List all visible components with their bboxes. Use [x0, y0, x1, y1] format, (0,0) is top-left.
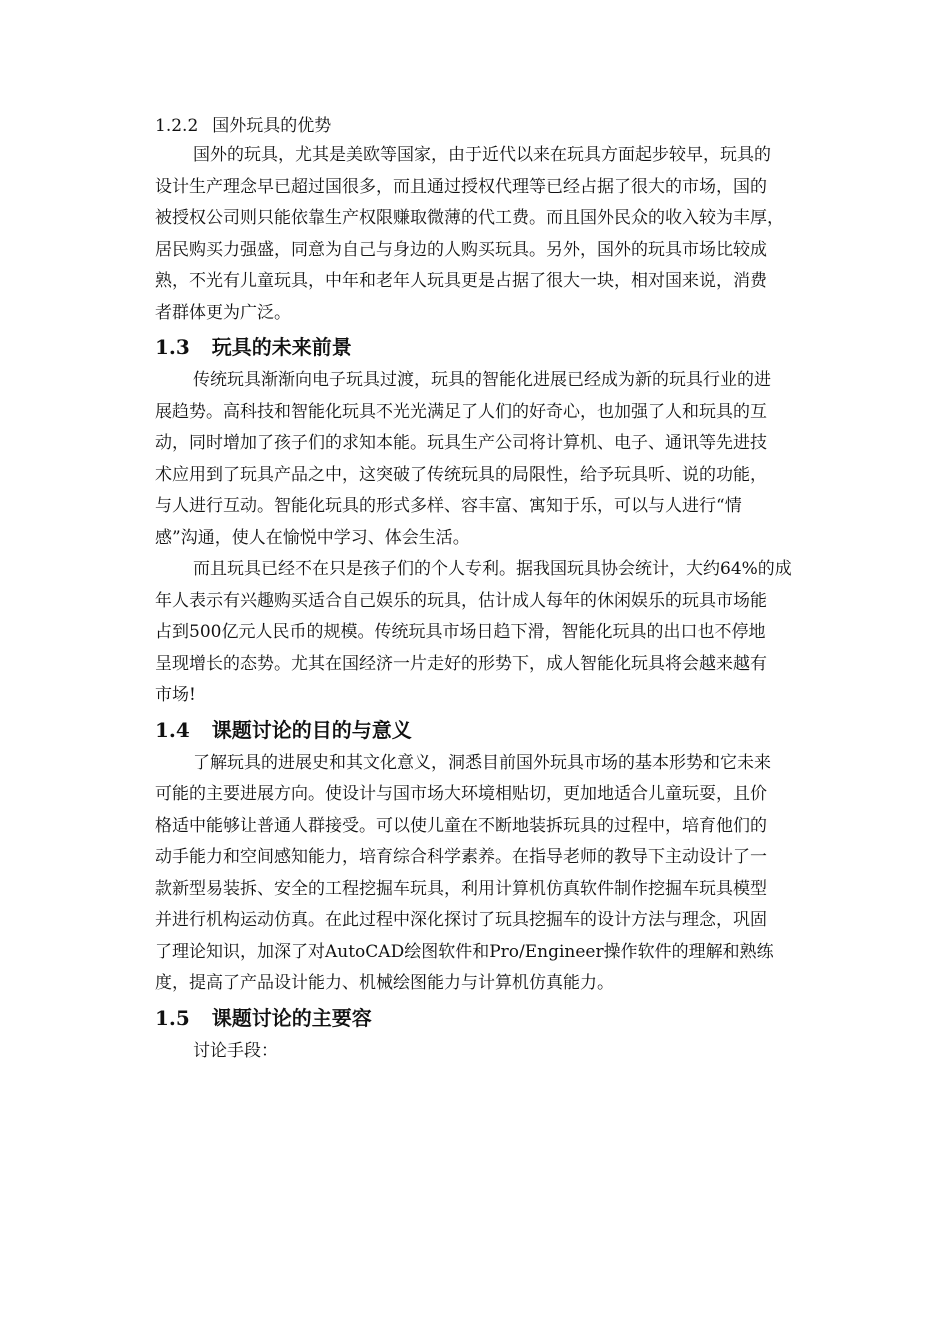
section-number: 1.4	[155, 717, 190, 742]
paragraph-foreign-toys	[155, 140, 855, 329]
paragraph-line: 与人进行互动。智能化玩具的形式多样、容丰富、寓知于乐，可以与人进行“情	[155, 496, 742, 516]
section-number: 1.2.2	[155, 116, 199, 136]
section-number: 1.3	[155, 335, 190, 359]
paragraph-line: 可能的主要进展方向。使设计与国市场大环境相贴切，更加地适合儿童玩耍，且价	[155, 784, 767, 804]
section-title: 课题讨论的主要容	[211, 1005, 372, 1030]
paragraph-line: 了理论知识，加深了对AutoCAD绘图软件和Pro/Engineer操作软件的理解和熟练	[155, 941, 774, 962]
paragraph-line: 动，同时增加了孩子们的求知本能。玩具生产公司将计算机、电子、通讯等先进技	[155, 433, 767, 453]
paragraph-line: 年人表示有兴趣购买适合自己娱乐的玩具，估计成人每年的休闲娱乐的玩具市场能	[155, 590, 767, 611]
paragraph-line: 呈现增长的态势。尤其在国经济一片走好的形势下，成人智能化玩具将会越来越有	[155, 653, 767, 674]
paragraph-line: 设计生产理念早已超过国很多，而且通过授权代理等已经占据了很大的市场，国的	[155, 176, 767, 197]
paragraph-purpose	[155, 748, 855, 1000]
paragraph-line: 展趋势。高科技和智能化玩具不光光满足了人们的好奇心，也加强了人和玩具的互	[155, 401, 767, 422]
document-page	[155, 112, 855, 1067]
paragraph-line: 熟，不光有儿童玩具，中年和老年人玩具更是占据了很大一块，相对国来说，消费	[155, 271, 767, 291]
paragraph-line: 传统玩具渐渐向电子玩具过渡，玩具的智能化进展已经成为新的玩具行业的进	[193, 370, 771, 390]
paragraph-line: 度，提高了产品设计能力、机械绘图能力与计算机仿真能力。	[155, 973, 614, 993]
section-heading-1-3	[155, 329, 855, 365]
paragraph-line: 者群体更为广泛。	[155, 302, 291, 323]
section-number: 1.5	[155, 1005, 190, 1030]
paragraph-line: 居民购买力强盛，同意为自己与身边的人购买玩具。另外，国外的玩具市场比较成	[155, 239, 767, 260]
paragraph-line: 感”沟通，使人在愉悦中学习、体会生活。	[155, 527, 470, 548]
section-heading-1-2-2	[155, 112, 855, 140]
paragraph-line: 并进行机构运动仿真。在此过程中深化探讨了玩具挖掘车的设计方法与理念，巩固	[155, 910, 767, 930]
section-heading-1-4	[155, 712, 855, 748]
paragraph-line: 被授权公司则只能依靠生产权限赚取微薄的代工费。而且国外民众的收入较为丰厚，	[155, 208, 784, 228]
paragraph-line: 格适中能够让普通人群接受。可以使儿童在不断地装拆玩具的过程中，培育他们的	[155, 815, 767, 836]
paragraph-line: 而且玩具已经不在只是孩子们的个人专利。据我国玩具协会统计，大约64%的成	[193, 559, 792, 579]
paragraph-line: 国外的玩具，尤其是美欧等国家，由于近代以来在玩具方面起步较早，玩具的	[193, 145, 771, 165]
section-title: 国外玩具的优势	[212, 116, 332, 136]
paragraph-future-2	[155, 554, 855, 712]
section-title: 课题讨论的目的与意义	[211, 717, 412, 742]
paragraph-line: 款新型易装拆、安全的工程挖掘车玩具，利用计算机仿真软件制作挖掘车玩具模型	[155, 878, 767, 899]
paragraph-line: 了解玩具的进展史和其文化意义，洞悉目前国外玩具市场的基本形势和它未来	[193, 752, 771, 773]
paragraph-line: 术应用到了玩具产品之中，这突破了传统玩具的局限性，给予玩具听、说的功能，	[155, 464, 767, 485]
paragraph-line: 市场!	[155, 685, 196, 705]
paragraph-methods: 讨论手段：	[193, 1040, 278, 1061]
paragraph-line: 动手能力和空间感知能力，培育综合科学素养。在指导老师的教导下主动设计了一	[155, 847, 767, 867]
section-title: 玩具的未来前景	[211, 335, 352, 359]
section-heading-1-5	[155, 1000, 855, 1036]
paragraph-line: 占到500亿元人民币的规模。传统玩具市场日趋下滑，智能化玩具的出口也不停地	[155, 622, 766, 642]
paragraph-future-1	[155, 365, 855, 554]
